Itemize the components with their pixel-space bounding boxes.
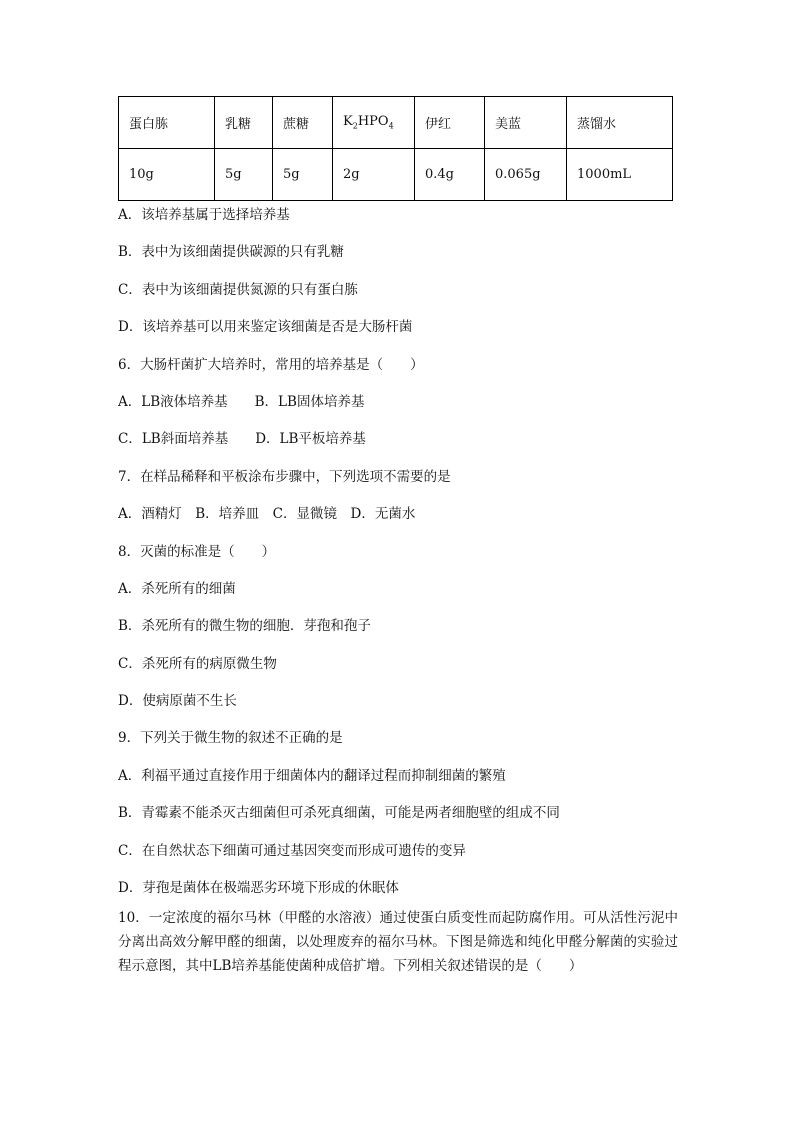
option-line: B．杀死所有的微生物的细胞．芽孢和孢子 [118, 618, 371, 635]
option-line: C．在自然状态下细菌可通过基因突变而形成可遗传的变异 [118, 842, 466, 859]
culture-medium-table [118, 96, 673, 201]
question-lines [118, 203, 678, 913]
table-header-row [119, 97, 673, 149]
table-value-row [119, 149, 673, 201]
option-line: D．该培养基可以用来鉴定该细菌是否是大肠杆菌 [118, 319, 413, 336]
table-cell: 0.065g [485, 149, 567, 201]
option-line: A．LB液体培养基 B．LB固体培养基 [118, 393, 365, 410]
option-line: A．利福平通过直接作用于细菌体内的翻译过程而抑制细菌的繁殖 [118, 767, 506, 784]
option-line: D．芽孢是菌体在极端恶劣环境下形成的休眠体 [118, 880, 399, 897]
option-line: A．酒精灯 B．培养皿 C．显微镜 D．无菌水 [118, 506, 416, 523]
option-line: B．表中为该细菌提供碳源的只有乳糖 [118, 244, 344, 261]
table-cell: 2g [333, 149, 415, 201]
table-cell: 10g [119, 149, 215, 201]
question-stem: 7．在样品稀释和平板涂布步骤中，下列选项不需要的是 [118, 468, 451, 485]
table-cell: $K_2HPO_4$ [333, 97, 415, 149]
option-line: B．青霉素不能杀灭古细菌但可杀死真细菌，可能是两者细胞壁的组成不同 [118, 805, 560, 822]
option-line: C．LB斜面培养基 D．LB平板培养基 [118, 431, 366, 448]
question-stem: 9．下列关于微生物的叙述不正确的是 [118, 730, 343, 747]
question-stem: 6．大肠杆菌扩大培养时，常用的培养基是（ ） [118, 356, 424, 373]
table-cell: 1000mL [567, 149, 673, 201]
question-stem: 8．灭菌的标准是（ ） [118, 543, 276, 560]
table-cell: 蔗糖 [273, 97, 333, 149]
option-line: C．杀死所有的病原微生物 [118, 655, 277, 672]
table-cell: 0.4g [415, 149, 485, 201]
table-cell: 蛋白胨 [119, 97, 215, 149]
table-cell: 5g [215, 149, 273, 201]
table-cell: 伊红 [415, 97, 485, 149]
option-line: A．杀死所有的细菌 [118, 580, 236, 597]
question-10-stem: 10．一定浓度的福尔马林（甲醛的水溶液）通过使蛋白质变性而起防腐作用。可从活性污泥中分离出高效分解甲醛的细菌，以处理废弃的福尔马林。下图是筛选和纯化甲醛分解菌的实验过程示意图，其中LB培养基能使菌种成倍扩增。下列相关叙述错误的是（ ） [118, 910, 678, 974]
table-cell: 乳糖 [215, 97, 273, 149]
table-cell: 美蓝 [485, 97, 567, 149]
table-cell: 蒸馏水 [567, 97, 673, 149]
option-line: C．表中为该细菌提供氮源的只有蛋白胨 [118, 281, 358, 298]
option-line: A．该培养基属于选择培养基 [118, 207, 290, 223]
table-cell: 5g [273, 149, 333, 201]
option-line: D．使病原菌不生长 [118, 693, 237, 710]
